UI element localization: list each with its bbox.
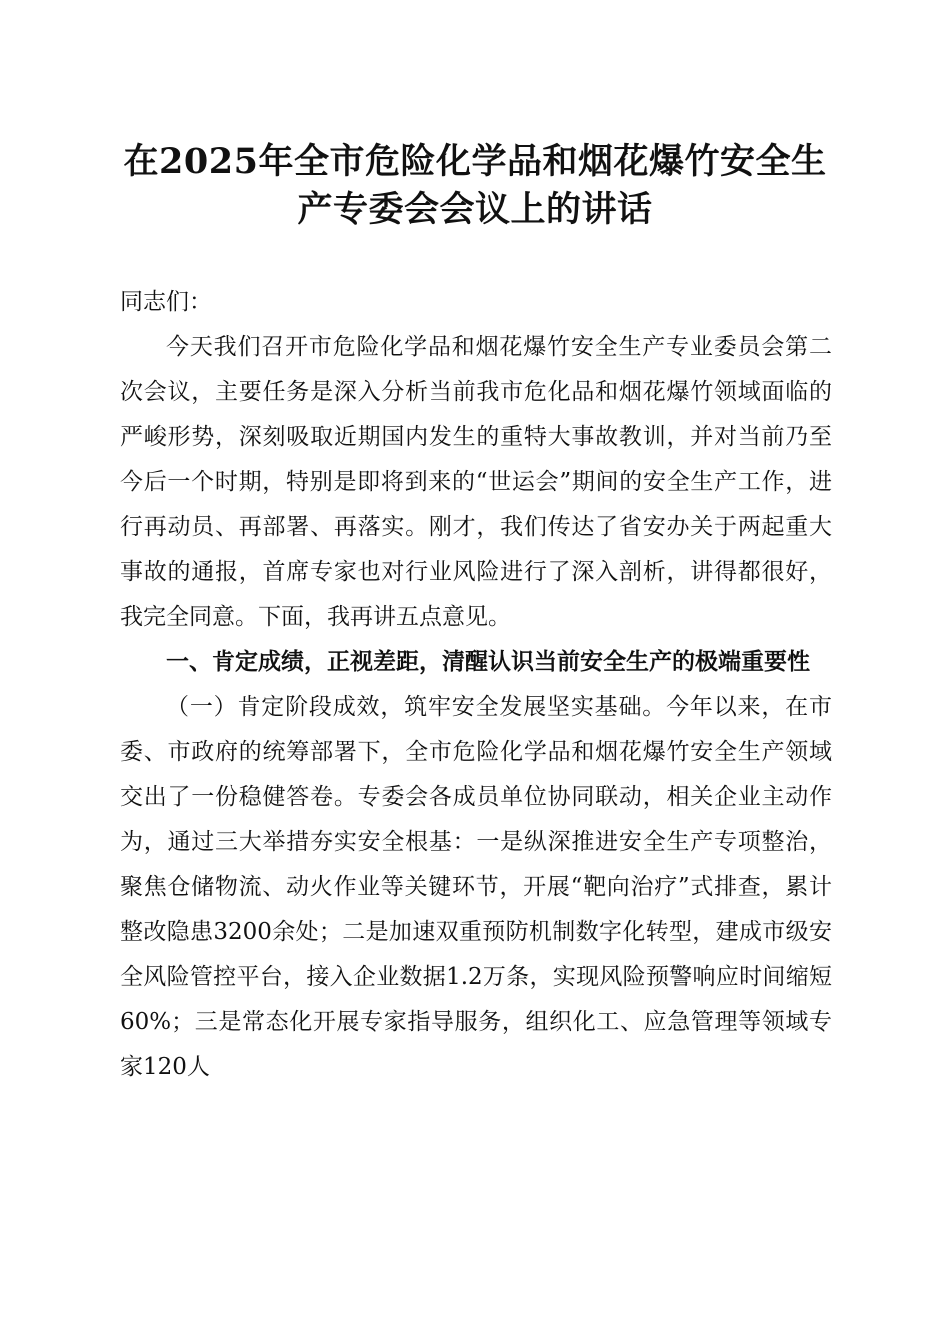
title-line-2: 产专委会会议上的讲话 — [297, 189, 653, 230]
paragraph-section-1-1: （一）肯定阶段成效，筑牢安全发展坚实基础。今年以来，在市委、市政府的统筹部署下，全市危险化学品和烟花爆竹安全生产领域交出了一份稳健答卷。专委会各成员单位协同联动，相关企业主动作为，通过三大举措夯实安全根基：一是纵深推进安全生产专项整治，聚焦仓储物流、动火作业等关键环节，开展“靶向治疗”式排查，累计整改隐患3200余处；二是加速双重预防机制数字化转型，建成市级安全风险管控平台，接入企业数据1.2万条，实现风险预警响应时间缩短60%；三是常态化开展专家指导服务，组织化工、应急管理等领域专家120人 — [120, 694, 832, 1080]
title-line-1: 在2025年全市危险化学品和烟花爆竹安全生 — [123, 141, 827, 182]
document-body — [120, 280, 832, 1090]
section-heading-1: 一、肯定成绩，正视差距，清醒认识当前安全生产的极端重要性 — [166, 649, 810, 675]
salutation: 同志们： — [120, 289, 212, 315]
paragraph-intro: 今天我们召开市危险化学品和烟花爆竹安全生产专业委员会第二次会议，主要任务是深入分析当前我市危化品和烟花爆竹领域面临的严峻形势，深刻吸取近期国内发生的重特大事故教训，并对当前乃至今后一个时期，特别是即将到来的“世运会”期间的安全生产工作，进行再动员、再部署、再落实。刚才，我们传达了省安办关于两起重大事故的通报，首席专家也对行业风险进行了深入剖析，讲得都很好，我完全同意。下面，我再讲五点意见。 — [120, 334, 832, 630]
document-title — [100, 138, 850, 234]
